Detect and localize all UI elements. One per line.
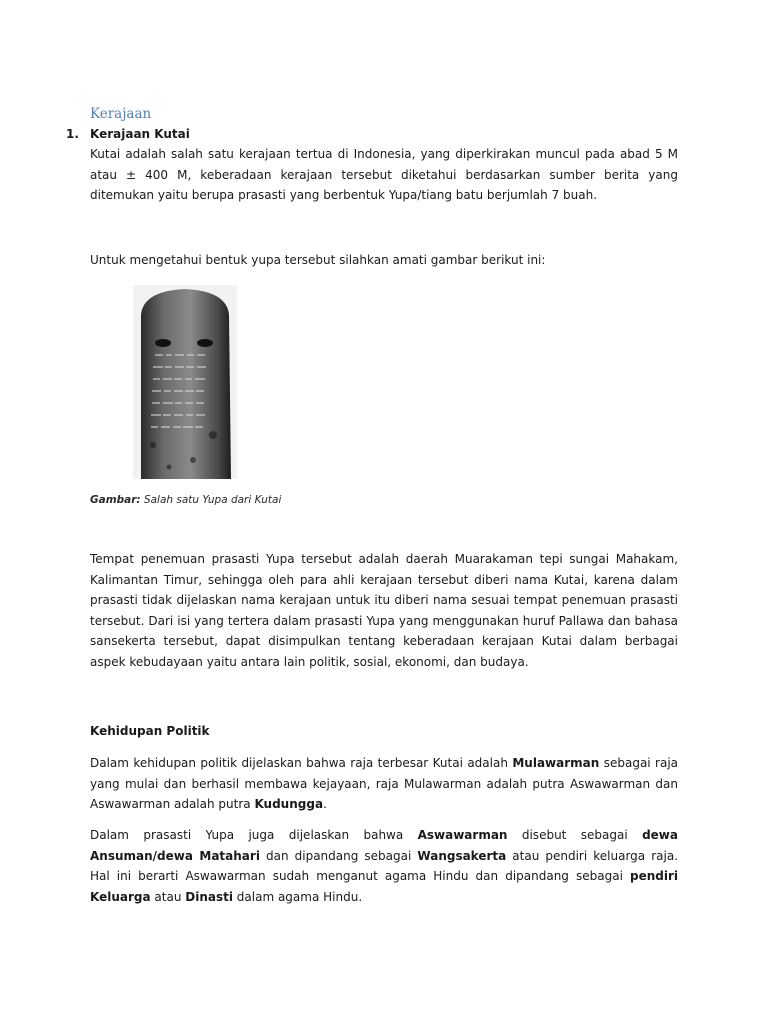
text-run: atau	[150, 889, 186, 904]
text-run: sebagai raja yang mulai dan berhasil membawa kejayaan, raja Mulawarman adalah putra Aswawarman dan Aswawarman adalah putra	[90, 756, 679, 811]
bold-term: dewa Ansuman/dewa Matahari	[90, 828, 678, 863]
caption-label: Gambar:	[90, 494, 141, 506]
politics-paragraph-1	[90, 753, 678, 815]
politics-paragraph-2	[90, 825, 678, 907]
bold-term: Wangsakerta	[417, 848, 507, 863]
list-number: 1.	[66, 127, 79, 141]
caption-text: Salah satu Yupa dari Kutai	[140, 494, 282, 506]
figure-caption	[90, 490, 281, 511]
text-run: Dalam prasasti Yupa juga dijelaskan bahwa	[90, 828, 418, 842]
bold-term: Dinasti	[185, 889, 233, 904]
item-title: Kerajaan Kutai	[90, 127, 190, 141]
intro-paragraph: Kutai adalah salah satu kerajaan tertua di Indonesia, yang diperkirakan muncul pada abad 5 M atau ± 400 M, keberadaan kerajaan tersebut diketahui berdasarkan sumber berita yang ditemukan yaitu berupa prasasti yang berbentuk Yupa/tiang batu berjumlah 7 buah.	[90, 147, 678, 202]
politics-heading: Kehidupan Politik	[90, 724, 210, 738]
bold-term: Kudungga	[254, 797, 324, 811]
bold-term: pendiri Keluarga	[90, 869, 678, 904]
yupa-stone-image	[133, 285, 237, 479]
section-heading: Kerajaan	[90, 106, 152, 122]
text-run: Dalam kehidupan politik dijelaskan bahwa raja terbesar Kutai adalah	[90, 756, 513, 770]
text-run: .	[323, 797, 327, 811]
text-run: dalam agama Hindu.	[232, 889, 363, 904]
figure-intro-paragraph: Untuk mengetahui bentuk yupa tersebut silahkan amati gambar berikut ini:	[90, 253, 546, 267]
bold-term: Mulawarman	[512, 756, 600, 770]
text-run: atau pendiri keluarga raja. Hal ini berarti Aswawarman sudah menganut agama Hindu dan dipandang sebagai	[90, 848, 679, 883]
bold-term: Aswawarman	[417, 828, 508, 842]
text-run: disebut sebagai	[507, 828, 643, 842]
text-run: dan dipandang sebagai	[259, 848, 418, 863]
discovery-paragraph: Tempat penemuan prasasti Yupa tersebut adalah daerah Muarakaman tepi sungai Mahakam, Kalimantan Timur, sehingga oleh para ahli kerajaan tersebut diberi nama Kutai, karena dalam prasasti tidak dijelaskan nama kerajaan untuk itu diberi nama sesuai tempat penemuan prasasti tersebut. Dari isi yang tertera dalam prasasti Yupa yang menggunakan huruf Pallawa dan bahasa sansekerta tersebut, dapat disimpulkan tentang keberadaan kerajaan Kutai dalam berbagai aspek kebudayaan yaitu antara lain politik, sosial, ekonomi, dan budaya.	[90, 552, 678, 669]
